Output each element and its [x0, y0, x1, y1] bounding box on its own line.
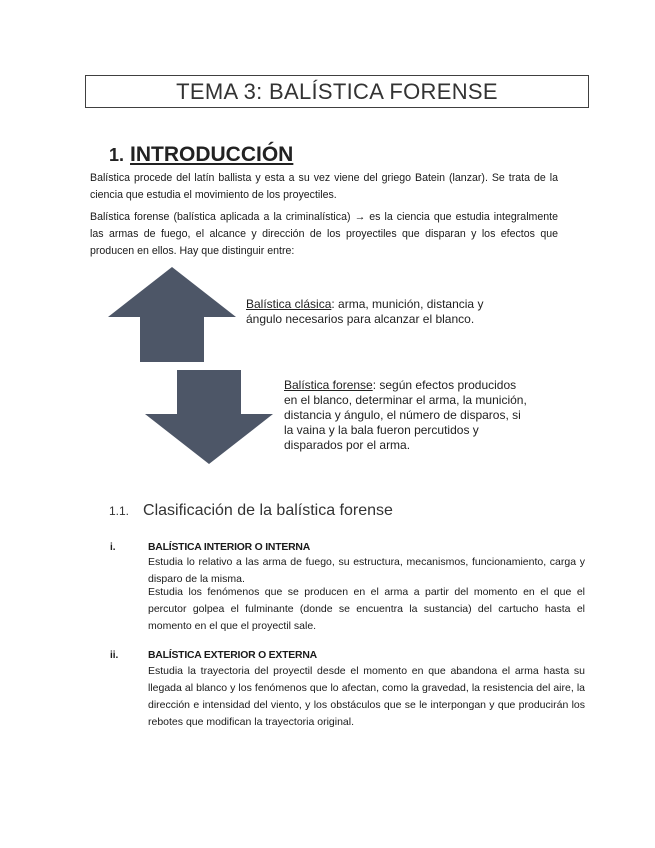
- item-numeral-ii: ii.: [110, 650, 119, 661]
- balistica-clasica-text: [246, 297, 486, 327]
- balistica-clasica-term: Balística clásica: [246, 297, 332, 311]
- section-number: 1.: [109, 145, 125, 165]
- down-arrow-icon: [145, 370, 273, 464]
- section-heading-introduccion: [109, 143, 293, 167]
- item-paragraph: Estudia los fenómenos que se producen en el arma a partir del momento en el que el percutor golpea el fulminante (donde se encuentra la sustancia) del cartucho hasta el momento en el que el proyectil sale.: [148, 586, 585, 632]
- up-arrow-icon: [108, 267, 236, 362]
- balistica-forense-text: [284, 378, 530, 453]
- item-heading-interior: BALÍSTICA INTERIOR O INTERNA: [148, 542, 310, 553]
- subsection-heading: [109, 502, 393, 520]
- item-paragraph: Estudia la trayectoria del proyectil desde el momento en que abandona el arma hasta su llegada al blanco y los fenómenos que lo afectan, como la gravedad, la resistencia del aire, la dirección e intensidad del viento, y los obstáculos que se le interpongan y que producirán los rebotes que modifican la trayectoria original.: [148, 665, 585, 728]
- item-paragraph: Estudia lo relativo a las arma de fuego, su estructura, mecanismos, funcionamiento, carga y disparo de la misma.: [148, 556, 585, 585]
- balistica-forense-term: Balística forense: [284, 378, 373, 392]
- item-heading-exterior: BALÍSTICA EXTERIOR O EXTERNA: [148, 650, 317, 661]
- intro-paragraph-1: Balística procede del latín ballista y esta a su vez viene del griego Batein (lanzar). Se trata de la ciencia que estudia el movimiento de los proyectiles.: [90, 172, 558, 201]
- balistica-forense-desc: : según efectos producidos en el blanco, determinar el arma, la munición, distancia y ángulo, el número de disparos, si la vaina y la bala fueron percutidos y disparados por el arma.: [284, 378, 527, 452]
- item-numeral-i: i.: [110, 542, 116, 553]
- section-title: INTRODUCCIÓN: [130, 143, 294, 166]
- intro-paragraph-2: Balística forense (balística aplicada a la criminalística) → es la ciencia que estudia integralmente las armas de fuego, el alcance y dirección de los proyectiles que disparan y los efectos que producen en ellos. Hay que distinguir entre:: [90, 211, 558, 257]
- document-title: TEMA 3: BALÍSTICA FORENSE: [85, 75, 589, 108]
- balistica-clasica-desc: : arma, munición, distancia y ángulo necesarios para alcanzar el blanco.: [246, 297, 484, 326]
- subsection-title: Clasificación de la balística forense: [143, 502, 393, 519]
- subsection-number: 1.1.: [109, 504, 130, 518]
